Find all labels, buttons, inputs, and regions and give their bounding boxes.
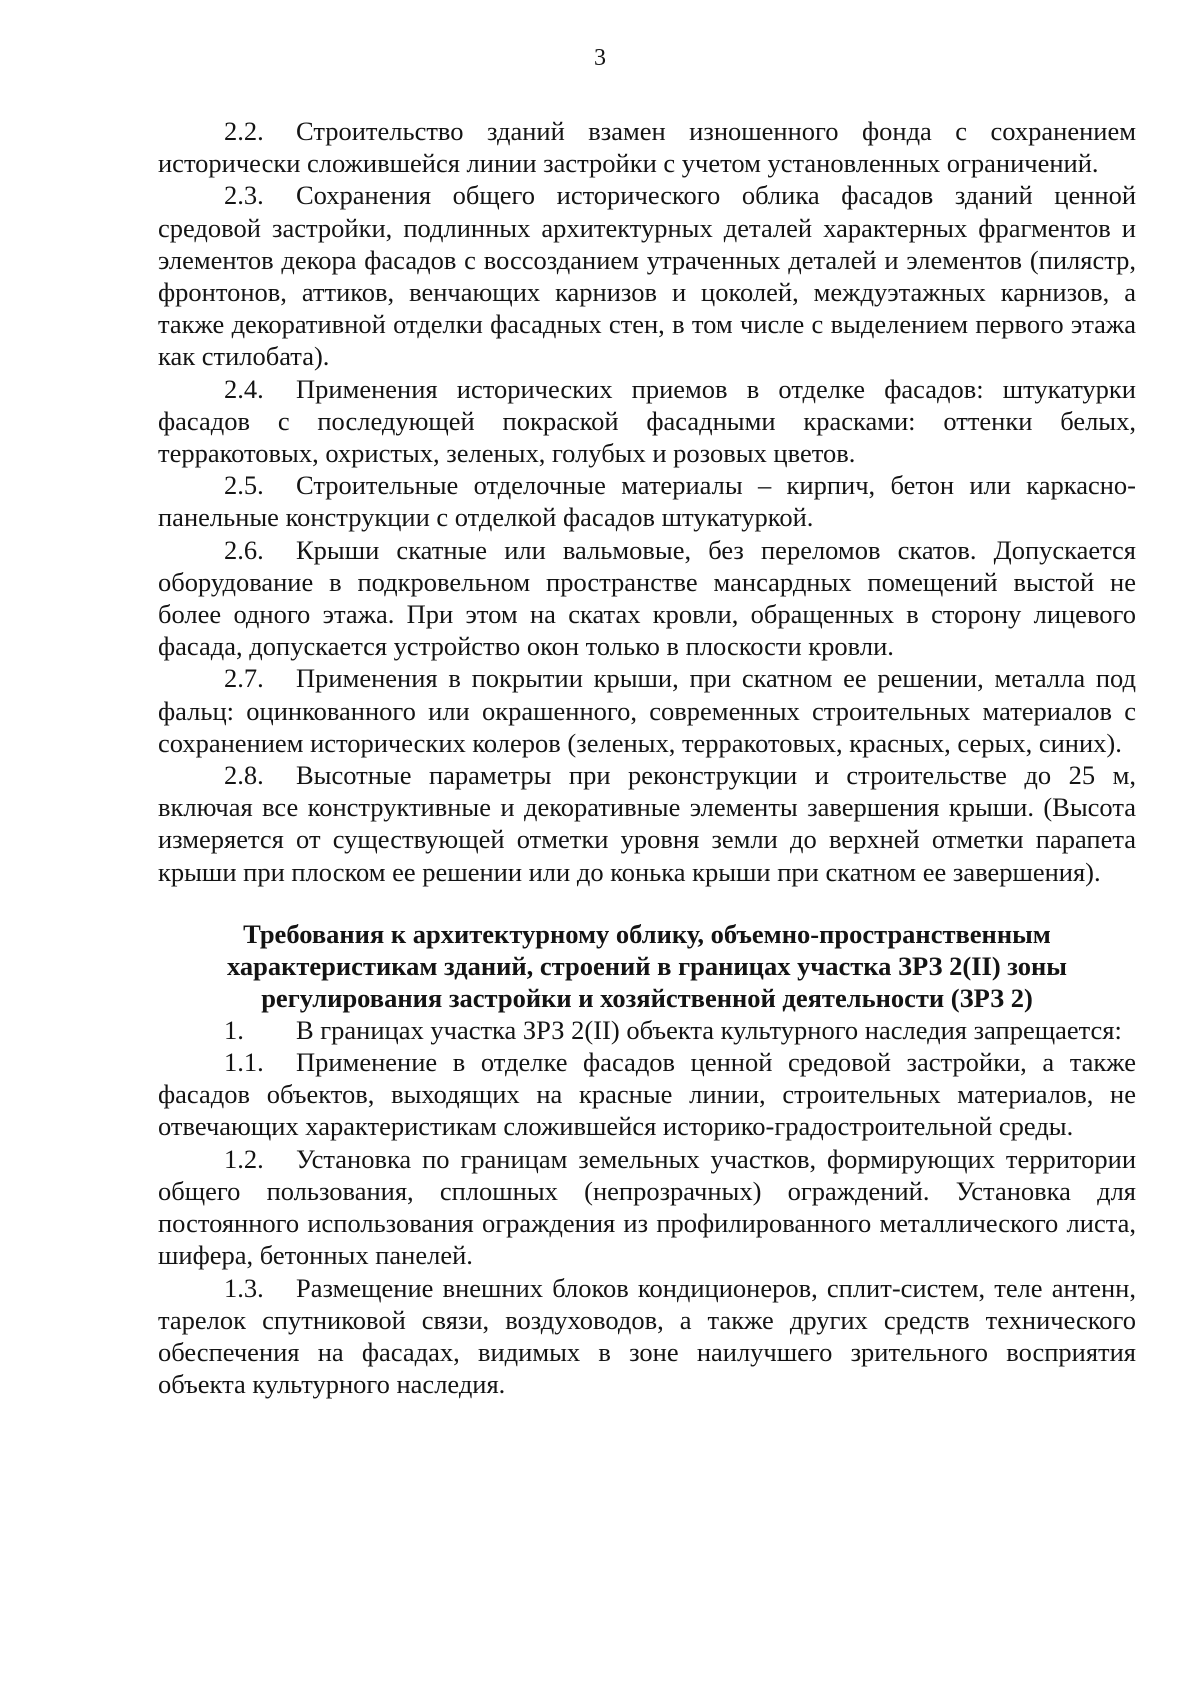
list-item (158, 1143, 1136, 1272)
list-item (158, 1046, 1136, 1143)
item-text: Строительные отделочные материалы – кирпич, бетон или каркасно-панельные конструкции с отделкой фасадов штукатуркой. (158, 470, 1136, 533)
item-text: Установка по границам земельных участков, формирующих территории общего пользования, сплошных (непрозрачных) ограждений. Установка для постоянного использования ограждения из профилированного металлического листа, шифера, бетонных панелей. (158, 1143, 1136, 1271)
document-body (158, 115, 1136, 1400)
item-number: 2.2. (224, 116, 264, 146)
list-item (158, 179, 1136, 372)
item-number: 2.3. (224, 180, 264, 211)
list-item (158, 373, 1136, 470)
list-item (158, 469, 1136, 533)
item-text: Строительство зданий взамен изношенного фонда с сохранением исторически сложившейся линии застройки с учетом установленных ограничений. (158, 116, 1136, 179)
item-text: Размещение внешних блоков кондиционеров, сплит-систем, теле антенн, тарелок спутниковой связи, воздуховодов, а также других средств технического обеспечения на фасадах, видимых в зоне наилучшего зрительного восприятия объекта культурного наследия. (158, 1272, 1136, 1400)
list-item (158, 759, 1136, 888)
item-number: 1.3. (224, 1272, 264, 1303)
item-number: 1.2. (224, 1143, 264, 1174)
list-item (158, 115, 1136, 179)
list-item (158, 1272, 1136, 1401)
item-text: Высотные параметры при реконструкции и строительстве до 25 м, включая все конструктивные и декоративные элементы завершения крыши. (Высота измеряется от существующей отметки уровня земли до верхней отметки парапета крыши при плоском ее решении или до конька крыши при скатном ее завершения). (158, 760, 1136, 887)
item-number: 1.1. (224, 1047, 264, 1078)
list-item (158, 662, 1136, 759)
item-number: 2.4. (224, 373, 264, 404)
item-number: 2.5. (224, 470, 264, 501)
item-text: В границах участка ЗРЗ 2(II) объекта культурного наследия запрещается: (296, 1014, 1122, 1045)
item-number: 2.8. (224, 760, 264, 791)
item-number: 2.6. (224, 534, 264, 565)
item-text: Крыши скатные или вальмовые, без переломов скатов. Допускается оборудование в подкровельном пространстве мансардных помещений выстой не более одного этажа. При этом на скатах кровли, обращенных в сторону лицевого фасада, допускается устройство окон только в плоскости кровли. (158, 534, 1136, 662)
item-number: 2.7. (224, 663, 264, 694)
section-heading-line: характеристикам зданий, строений в границах участка ЗРЗ 2(II) зоны (226, 950, 1068, 981)
list-item (158, 1014, 1136, 1046)
section-heading-line: Требования к архитектурному облику, объемно-пространственным (243, 918, 1051, 949)
section-heading (158, 918, 1136, 1014)
page-number: 3 (594, 45, 606, 71)
item-text: Применения исторических приемов в отделке фасадов: штукатурки фасадов с последующей покраской фасадными красками: оттенки белых, терракотовых, охристых, зеленых, голубых и розовых цветов. (158, 373, 1136, 469)
section-heading-line: регулирования застройки и хозяйственной деятельности (ЗРЗ 2) (261, 982, 1033, 1013)
item-text: Сохранения общего исторического облика фасадов зданий ценной средовой застройки, подлинных архитектурных деталей характерных фрагментов и элементов декора фасадов с воссозданием утраченных деталей и элементов (пилястр, фронтонов, аттиков, венчающих карнизов и цоколей, междуэтажных карнизов, а также декоративной отделки фасадных стен, в том числе с выделением первого этажа как стилобата). (158, 180, 1136, 372)
item-text: Применение в отделке фасадов ценной средовой застройки, а также фасадов объектов, выходящих на красные линии, строительных материалов, не отвечающих характеристикам сложившейся историко-градостроительной среды. (158, 1047, 1136, 1142)
item-text: Применения в покрытии крыши, при скатном ее решении, металла под фальц: оцинкованного или окрашенного, современных строительных материалов с сохранением исторических колеров (зеленых, терракотовых, красных, серых, синих). (158, 663, 1136, 758)
list-item (158, 534, 1136, 663)
item-number: 1. (224, 1014, 244, 1045)
